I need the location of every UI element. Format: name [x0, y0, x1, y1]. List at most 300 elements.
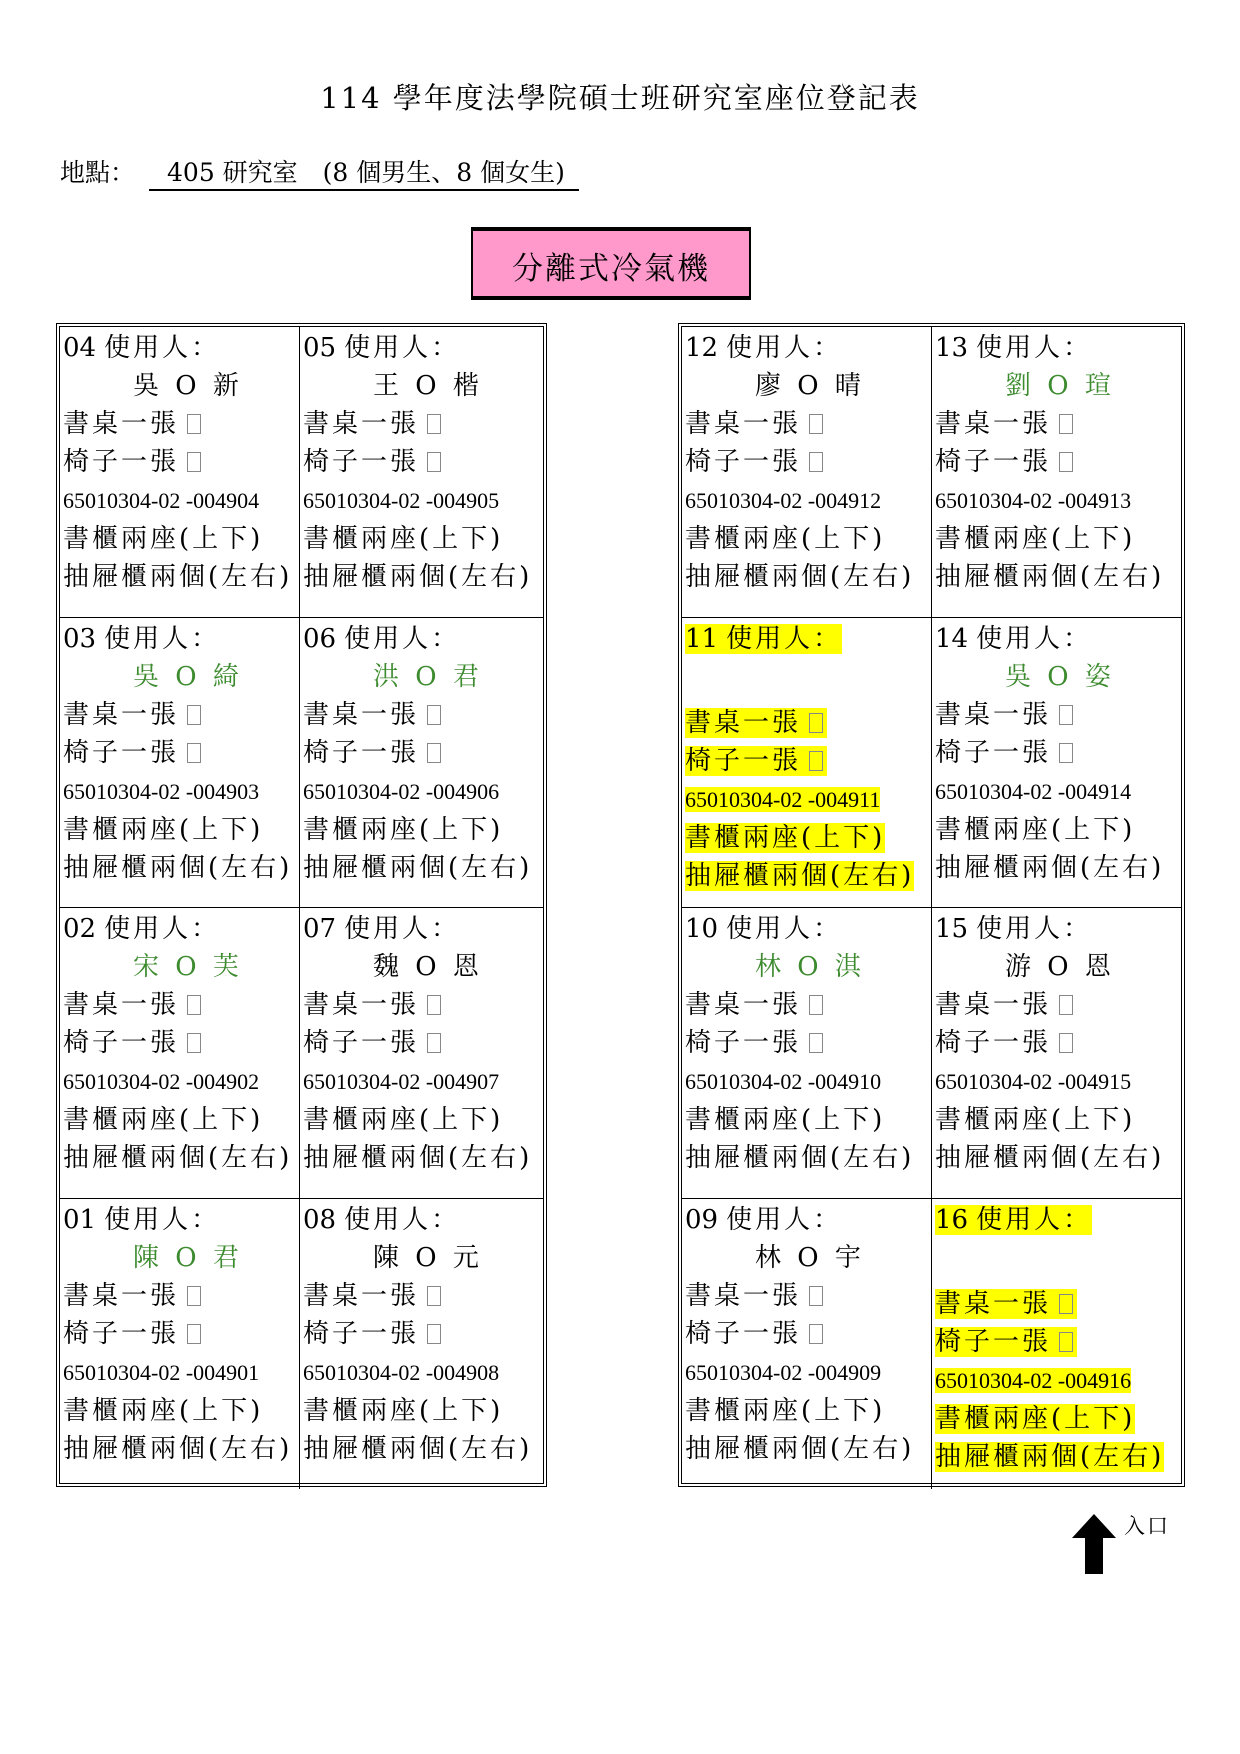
- seat-cell-01: [60, 1199, 300, 1490]
- drawer-item: [935, 558, 1178, 596]
- seat-number: 08: [303, 1204, 337, 1235]
- drawer-item: [303, 849, 540, 887]
- drawer-item: [63, 558, 296, 596]
- asset-number: 65010304-02 -004903: [63, 778, 260, 804]
- entrance-arrow-icon: [1072, 1514, 1116, 1574]
- drawer-label: 抽屜櫃兩個(左右): [303, 1143, 533, 1173]
- chair-item-label: 椅子一張: [685, 1318, 802, 1349]
- chair-item-label: 椅子一張: [303, 447, 420, 477]
- asset-number-line: [303, 1062, 540, 1101]
- seat-header: [63, 1201, 296, 1239]
- chair-item: [685, 443, 928, 481]
- drawer-item: [303, 1430, 540, 1468]
- user-label: 使用人：: [976, 333, 1093, 363]
- asset-number-line: [303, 1353, 540, 1392]
- drawer-label: 抽屜櫃兩個(左右): [303, 852, 533, 883]
- checkbox-icon: [1059, 1294, 1073, 1314]
- seat-user-name: 游 O 恩: [1005, 952, 1115, 982]
- shelf-label: 書櫃兩座(上下): [303, 1105, 504, 1135]
- asset-number-line: [63, 1353, 296, 1392]
- chair-item: [685, 1315, 928, 1353]
- chair-item-wrap: [303, 447, 445, 477]
- seat-header-text: [63, 914, 220, 944]
- shelf-label: 書櫃兩座(上下): [63, 1105, 264, 1135]
- seat-cell-14: [932, 618, 1181, 909]
- checkbox-icon: [427, 452, 441, 472]
- seat-header: [303, 1201, 540, 1239]
- seat-cell-07: [300, 908, 543, 1199]
- seat-user-name: 陳 O 元: [373, 1242, 483, 1273]
- drawer-label: 抽屜櫃兩個(左右): [935, 1143, 1165, 1173]
- desk-item: [935, 405, 1178, 443]
- asset-number: 65010304-02 -004907: [303, 1069, 500, 1094]
- checkbox-icon: [1059, 995, 1073, 1015]
- shelf-item: [685, 1101, 928, 1139]
- chair-item: [303, 1315, 540, 1353]
- seat-number: 09: [685, 1204, 719, 1235]
- seat-header-text: [935, 914, 1092, 944]
- seat-header-text: [935, 1205, 1092, 1235]
- chair-item-wrap: [63, 738, 205, 768]
- shelf-item: [63, 811, 296, 849]
- shelf-item: [935, 1101, 1178, 1139]
- desk-item-label: 書桌一張: [303, 1280, 420, 1311]
- asset-number: 65010304-02 -004905: [303, 488, 500, 513]
- chair-item: [303, 1024, 540, 1062]
- desk-item: [685, 986, 928, 1024]
- checkbox-icon: [1059, 705, 1073, 725]
- asset-number: 65010304-02 -004911: [685, 786, 881, 812]
- seat-user-name: 宋 O 芙: [133, 952, 243, 982]
- checkbox-icon: [427, 743, 441, 763]
- asset-number: 65010304-02 -004904: [63, 488, 260, 513]
- shelf-item: [685, 1392, 928, 1430]
- air-conditioner-box: [471, 227, 751, 300]
- seat-cell-13: [932, 327, 1181, 618]
- desk-item-label: 書桌一張: [685, 707, 802, 738]
- asset-number-line: [935, 1062, 1178, 1101]
- desk-item: [63, 1277, 296, 1315]
- desk-item-label: 書桌一張: [935, 1288, 1052, 1319]
- checkbox-icon: [187, 705, 201, 725]
- user-label: 使用人：: [104, 623, 221, 654]
- user-label: 使用人：: [344, 623, 461, 654]
- seat-number: 12: [685, 333, 719, 363]
- seat-header-text: [685, 1205, 842, 1235]
- chair-item-wrap: [63, 1028, 205, 1058]
- checkbox-icon: [427, 995, 441, 1015]
- chair-item-wrap: [63, 1319, 205, 1349]
- checkbox-icon: [427, 1033, 441, 1053]
- shelf-label: 書櫃兩座(上下): [935, 1105, 1136, 1135]
- shelf-label: 書櫃兩座(上下): [935, 814, 1136, 845]
- checkbox-icon: [187, 452, 201, 472]
- desk-item-wrap: [935, 1289, 1077, 1319]
- seat-header: [685, 910, 928, 948]
- checkbox-icon: [809, 995, 823, 1015]
- chair-item-wrap: [63, 447, 205, 477]
- checkbox-icon: [809, 1033, 823, 1053]
- asset-number: 65010304-02 -004901: [63, 1359, 260, 1385]
- user-label: 使用人：: [976, 914, 1093, 944]
- desk-item: [303, 405, 540, 443]
- seat-header-text: [63, 624, 220, 654]
- chair-item-label: 椅子一張: [935, 447, 1052, 477]
- desk-item-label: 書桌一張: [63, 409, 180, 439]
- seat-cell-11: [682, 618, 932, 909]
- desk-item-label: 書桌一張: [303, 409, 420, 439]
- chair-item-label: 椅子一張: [935, 1028, 1052, 1058]
- chair-item: [935, 1024, 1178, 1062]
- chair-item-wrap: [303, 1319, 445, 1349]
- asset-number-line: [63, 1062, 296, 1101]
- user-label: 使用人：: [976, 1204, 1093, 1235]
- seat-header: [63, 329, 296, 367]
- desk-item-wrap: [63, 700, 205, 730]
- seat-header-text: [303, 624, 460, 654]
- user-label: 使用人：: [104, 333, 221, 363]
- left-seat-table: [56, 323, 547, 1487]
- chair-item: [685, 1024, 928, 1062]
- chair-item-label: 椅子一張: [303, 737, 420, 768]
- shelf-item: [303, 1101, 540, 1139]
- desk-item-wrap: [303, 990, 445, 1020]
- user-label: 使用人：: [726, 1204, 843, 1235]
- checkbox-icon: [1059, 452, 1073, 472]
- air-conditioner-label: 分離式冷氣機: [512, 251, 710, 287]
- shelf-item: [63, 520, 296, 558]
- checkbox-icon: [187, 995, 201, 1015]
- seat-cell-16: [932, 1199, 1181, 1490]
- seat-cell-03: [60, 618, 300, 909]
- chair-item: [63, 1024, 296, 1062]
- asset-number-line: [685, 481, 928, 520]
- seat-user-name: 林 O 宇: [755, 1242, 865, 1273]
- checkbox-icon: [187, 1286, 201, 1306]
- chair-item: [303, 734, 540, 772]
- desk-item: [685, 704, 928, 742]
- seat-number: 06: [303, 623, 337, 654]
- asset-number-line: [303, 772, 540, 811]
- seat-user-name: 林 O 淇: [755, 952, 865, 982]
- desk-item-label: 書桌一張: [63, 699, 180, 730]
- chair-item-wrap: [935, 1327, 1077, 1357]
- seat-cell-04: [60, 327, 300, 618]
- seat-number: 16: [935, 1204, 969, 1235]
- seat-header: [935, 1201, 1178, 1239]
- chair-item-wrap: [303, 1028, 445, 1058]
- drawer-item: [935, 849, 1178, 887]
- seat-header: [303, 910, 540, 948]
- seat-number: 03: [63, 623, 97, 654]
- seat-cell-06: [300, 618, 543, 909]
- chair-item: [303, 443, 540, 481]
- checkbox-icon: [1059, 1332, 1073, 1352]
- location-label: 地點：: [60, 158, 136, 187]
- chair-item-label: 椅子一張: [935, 1326, 1052, 1357]
- desk-item-label: 書桌一張: [685, 990, 802, 1020]
- user-label: 使用人：: [726, 623, 843, 654]
- shelf-item: [935, 520, 1178, 558]
- seat-user-name: 吳 O 綺: [133, 661, 243, 692]
- checkbox-icon: [187, 1324, 201, 1344]
- desk-item: [935, 696, 1178, 734]
- checkbox-icon: [809, 414, 823, 434]
- desk-item-wrap: [63, 1281, 205, 1311]
- checkbox-icon: [809, 452, 823, 472]
- chair-item-wrap: [935, 447, 1077, 477]
- shelf-item: [303, 811, 540, 849]
- desk-item: [685, 1277, 928, 1315]
- seat-number: 07: [303, 914, 337, 944]
- drawer-item: [685, 1139, 928, 1177]
- asset-number-line: [63, 772, 296, 811]
- seat-number: 14: [935, 623, 969, 654]
- seat-cell-02: [60, 908, 300, 1199]
- chair-item-wrap: [935, 738, 1077, 768]
- drawer-label: 抽屜櫃兩個(左右): [935, 852, 1165, 883]
- chair-item: [935, 443, 1178, 481]
- drawer-label: 抽屜櫃兩個(左右): [935, 1441, 1165, 1472]
- shelf-label: 書櫃兩座(上下): [303, 1395, 504, 1426]
- seat-user-name: 廖 O 晴: [755, 371, 865, 401]
- location-line: [60, 153, 579, 191]
- seat-user-name: 洪 O 君: [373, 661, 483, 692]
- seat-header-text: [303, 914, 460, 944]
- asset-number: 65010304-02 -004913: [935, 488, 1132, 513]
- drawer-item: [935, 1438, 1178, 1476]
- shelf-label: 書櫃兩座(上下): [303, 524, 504, 554]
- seat-header-text: [685, 333, 842, 363]
- shelf-item: [63, 1392, 296, 1430]
- seat-number: 10: [685, 914, 719, 944]
- seat-number: 11: [685, 623, 719, 654]
- desk-item-wrap: [303, 1281, 445, 1311]
- desk-item: [63, 405, 296, 443]
- chair-item-label: 椅子一張: [63, 1028, 180, 1058]
- seat-header: [685, 329, 928, 367]
- shelf-label: 書櫃兩座(上下): [685, 1105, 886, 1135]
- desk-item-wrap: [935, 990, 1077, 1020]
- seat-header: [935, 910, 1178, 948]
- chair-item: [935, 1323, 1178, 1361]
- shelf-label: 書櫃兩座(上下): [935, 524, 1136, 554]
- location-value: 405 研究室 (8 個男生、8 個女生): [149, 153, 579, 191]
- drawer-label: 抽屜櫃兩個(左右): [63, 1433, 293, 1464]
- shelf-label: 書櫃兩座(上下): [685, 524, 886, 554]
- desk-item-label: 書桌一張: [685, 1280, 802, 1311]
- asset-number: 65010304-02 -004906: [303, 778, 500, 804]
- asset-number: 65010304-02 -004916: [935, 1367, 1132, 1393]
- shelf-item: [685, 819, 928, 857]
- shelf-item: [303, 520, 540, 558]
- seat-cell-08: [300, 1199, 543, 1490]
- user-label: 使用人：: [104, 1204, 221, 1235]
- asset-number-line: [685, 1062, 928, 1101]
- drawer-item: [685, 1430, 928, 1468]
- seat-header: [63, 620, 296, 658]
- chair-item-wrap: [935, 1028, 1077, 1058]
- seat-header-text: [935, 333, 1092, 363]
- seat-header: [685, 620, 928, 658]
- shelf-label: 書櫃兩座(上下): [63, 1395, 264, 1426]
- shelf-label: 書櫃兩座(上下): [63, 814, 264, 845]
- desk-item-wrap: [685, 990, 827, 1020]
- checkbox-icon: [809, 1286, 823, 1306]
- seat-user-name: [685, 658, 928, 704]
- drawer-item: [685, 857, 928, 895]
- user-label: 使用人：: [104, 914, 221, 944]
- user-label: 使用人：: [344, 333, 461, 363]
- checkbox-icon: [427, 1324, 441, 1344]
- chair-item-label: 椅子一張: [63, 447, 180, 477]
- seat-user-name: 吳 O 新: [133, 371, 243, 401]
- drawer-label: 抽屜櫃兩個(左右): [303, 562, 533, 592]
- seat-user-name: 陳 O 君: [133, 1242, 243, 1273]
- chair-item-wrap: [303, 738, 445, 768]
- asset-number-line: [63, 481, 296, 520]
- chair-item-wrap: [685, 1319, 827, 1349]
- asset-number-line: [685, 780, 928, 819]
- chair-item: [935, 734, 1178, 772]
- seat-user-name: 王 O 楷: [373, 371, 483, 401]
- asset-number-line: [303, 481, 540, 520]
- asset-number-line: [935, 772, 1178, 811]
- chair-item-label: 椅子一張: [685, 447, 802, 477]
- seat-header: [935, 329, 1178, 367]
- user-label: 使用人：: [726, 914, 843, 944]
- chair-item-label: 椅子一張: [63, 1318, 180, 1349]
- seat-header-text: [685, 624, 842, 654]
- seat-number: 02: [63, 914, 97, 944]
- checkbox-icon: [809, 713, 823, 733]
- shelf-label: 書櫃兩座(上下): [935, 1403, 1136, 1434]
- desk-item-wrap: [63, 409, 205, 439]
- desk-item-label: 書桌一張: [63, 1280, 180, 1311]
- drawer-item: [303, 558, 540, 596]
- drawer-item: [63, 1430, 296, 1468]
- asset-number: 65010304-02 -004912: [685, 488, 882, 513]
- drawer-label: 抽屜櫃兩個(左右): [63, 852, 293, 883]
- asset-number: 65010304-02 -004910: [685, 1069, 882, 1094]
- checkbox-icon: [187, 414, 201, 434]
- chair-item: [63, 443, 296, 481]
- drawer-label: 抽屜櫃兩個(左右): [63, 1143, 293, 1173]
- asset-number: 65010304-02 -004902: [63, 1069, 260, 1094]
- desk-item-wrap: [935, 409, 1077, 439]
- desk-item-label: 書桌一張: [685, 409, 802, 439]
- drawer-label: 抽屜櫃兩個(左右): [685, 562, 915, 592]
- desk-item-label: 書桌一張: [935, 699, 1052, 730]
- desk-item: [63, 986, 296, 1024]
- desk-item: [303, 986, 540, 1024]
- shelf-label: 書櫃兩座(上下): [303, 814, 504, 845]
- desk-item-label: 書桌一張: [935, 990, 1052, 1020]
- desk-item: [935, 1285, 1178, 1323]
- seat-number: 01: [63, 1204, 97, 1235]
- asset-number-line: [935, 1361, 1178, 1400]
- drawer-item: [63, 849, 296, 887]
- asset-number-line: [685, 1353, 928, 1392]
- seat-header: [303, 329, 540, 367]
- asset-number: 65010304-02 -004908: [303, 1359, 500, 1385]
- shelf-label: 書櫃兩座(上下): [685, 1395, 886, 1426]
- checkbox-icon: [1059, 743, 1073, 763]
- shelf-item: [935, 811, 1178, 849]
- checkbox-icon: [427, 1286, 441, 1306]
- desk-item-label: 書桌一張: [935, 409, 1052, 439]
- checkbox-icon: [1059, 1033, 1073, 1053]
- desk-item-wrap: [685, 708, 827, 738]
- seat-cell-10: [682, 908, 932, 1199]
- seat-header: [63, 910, 296, 948]
- seat-user-name: 吳 O 姿: [1005, 661, 1115, 692]
- entrance-label: 入口: [1124, 1514, 1170, 1538]
- shelf-label: 書櫃兩座(上下): [685, 822, 886, 853]
- drawer-item: [303, 1139, 540, 1177]
- checkbox-icon: [427, 705, 441, 725]
- chair-item-wrap: [685, 1028, 827, 1058]
- seat-cell-05: [300, 327, 543, 618]
- drawer-label: 抽屜櫃兩個(左右): [685, 860, 915, 891]
- shelf-item: [303, 1392, 540, 1430]
- seat-header: [935, 620, 1178, 658]
- shelf-item: [685, 520, 928, 558]
- desk-item-wrap: [303, 700, 445, 730]
- checkbox-icon: [187, 743, 201, 763]
- drawer-item: [685, 558, 928, 596]
- checkbox-icon: [187, 1033, 201, 1053]
- chair-item-label: 椅子一張: [303, 1318, 420, 1349]
- desk-item: [63, 696, 296, 734]
- drawer-label: 抽屜櫃兩個(左右): [685, 1433, 915, 1464]
- chair-item: [63, 1315, 296, 1353]
- asset-number: 65010304-02 -004909: [685, 1359, 882, 1385]
- chair-item-label: 椅子一張: [685, 1028, 802, 1058]
- chair-item: [63, 734, 296, 772]
- chair-item-label: 椅子一張: [63, 737, 180, 768]
- desk-item-label: 書桌一張: [63, 990, 180, 1020]
- seat-header-text: [303, 333, 460, 363]
- desk-item-wrap: [935, 700, 1077, 730]
- desk-item-wrap: [685, 409, 827, 439]
- chair-item-wrap: [685, 447, 827, 477]
- seat-header-text: [63, 333, 220, 363]
- chair-item-label: 椅子一張: [685, 745, 802, 776]
- desk-item: [303, 696, 540, 734]
- desk-item: [935, 986, 1178, 1024]
- desk-item: [685, 405, 928, 443]
- chair-item-label: 椅子一張: [303, 1028, 420, 1058]
- seat-number: 05: [303, 333, 337, 363]
- asset-number: 65010304-02 -004915: [935, 1069, 1132, 1094]
- seat-cell-15: [932, 908, 1181, 1199]
- desk-item-wrap: [63, 990, 205, 1020]
- drawer-label: 抽屜櫃兩個(左右): [685, 1143, 915, 1173]
- page-title: 114 學年度法學院碩士班研究室座位登記表: [320, 81, 920, 115]
- desk-item-label: 書桌一張: [303, 990, 420, 1020]
- drawer-label: 抽屜櫃兩個(左右): [303, 1433, 533, 1464]
- asset-number-line: [935, 481, 1178, 520]
- chair-item-label: 椅子一張: [935, 737, 1052, 768]
- seat-cell-12: [682, 327, 932, 618]
- seat-number: 04: [63, 333, 97, 363]
- seat-number: 15: [935, 914, 969, 944]
- checkbox-icon: [427, 414, 441, 434]
- user-label: 使用人：: [344, 914, 461, 944]
- checkbox-icon: [809, 751, 823, 771]
- seat-header-text: [935, 624, 1092, 654]
